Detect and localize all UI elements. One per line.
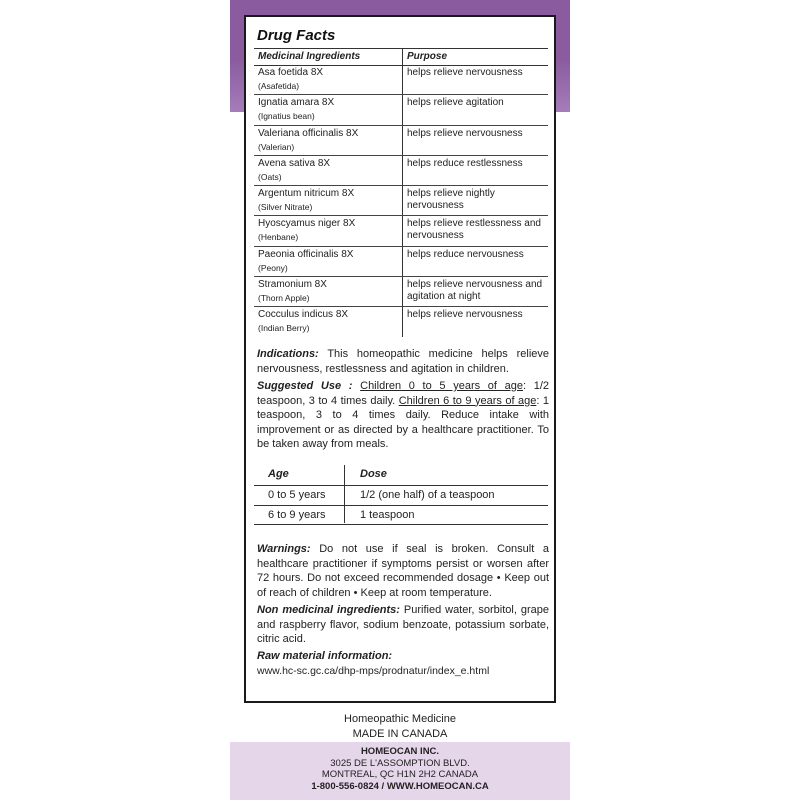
ingredient-row: [254, 186, 548, 216]
suggested-use-child-group-2: Children 6 to 9 years of age: [398, 394, 537, 407]
ingredient-common-name: (Asafetida): [258, 81, 300, 91]
dose-amount: 1 teaspoon: [360, 509, 415, 521]
ingredient-common-name: (Oats): [258, 171, 282, 182]
ingredient-name: Argentum nitricum 8X: [258, 188, 355, 200]
ingredient-name: Ignatia amara 8X: [258, 97, 335, 109]
ingredient-row: [254, 247, 548, 277]
ingredient-name: Avena sativa 8X: [258, 157, 331, 169]
ingredients-table: [254, 65, 548, 337]
ingredient-common-name: (Indian Berry): [258, 323, 310, 334]
ingredient-row: [254, 126, 548, 156]
ingredient-purpose: helps reduce restlessness: [407, 157, 523, 169]
ingredient-purpose: helps relieve restlessness and nervousness: [407, 218, 541, 242]
ingredient-name: Stramonium 8X: [258, 279, 327, 291]
non-medicinal-label: Non medicinal ingredients:: [257, 604, 400, 616]
dose-table: [254, 465, 548, 525]
warnings-label: Warnings:: [257, 543, 311, 555]
ingredient-purpose: helps relieve nervousness: [407, 309, 523, 321]
warnings-section: [257, 542, 549, 600]
address-line-1: 3025 DE L'ASSOMPTION BLVD.: [330, 757, 470, 769]
header-medicinal-ingredients: Medicinal Ingredients: [258, 51, 361, 62]
company-name: HOMEOCAN INC.: [360, 746, 440, 757]
ingredient-name: Cocculus indicus 8X: [258, 309, 349, 321]
ingredient-row: [254, 307, 548, 336]
footer-homeopathic-medicine: Homeopathic Medicine: [344, 713, 456, 725]
ingredient-common-name: (Henbane): [258, 232, 299, 243]
header-purpose: Purpose: [407, 51, 448, 62]
suggested-use-text-1: : 1/2 teaspoon, 3 to 4 times daily.: [257, 380, 550, 407]
non-medicinal-section: [257, 603, 549, 647]
ingredient-purpose: helps relieve nervousness: [407, 127, 523, 139]
dose-row: [254, 506, 548, 525]
ingredient-row: [254, 65, 548, 95]
suggested-use-label: Suggested Use :: [257, 380, 353, 392]
ingredient-purpose: helps relieve agitation: [407, 97, 504, 109]
footer-made-in-canada: MADE IN CANADA: [352, 728, 448, 740]
ingredient-row: [254, 216, 548, 246]
ingredient-name: Asa foetida 8X: [258, 67, 324, 78]
ingredient-row: [254, 156, 548, 186]
ingredient-purpose: helps reduce nervousness: [407, 248, 524, 260]
ingredient-common-name: (Peony): [258, 262, 288, 273]
dose-header-age: Age: [268, 468, 289, 480]
ingredient-purpose: helps relieve nervousness: [407, 67, 523, 78]
indications-text: This homeopathic medicine helps relieve nervousness, restlessness and agitation in children.: [257, 348, 549, 375]
dose-amount: 1/2 (one half) of a teaspoon: [360, 489, 495, 501]
dose-age: 0 to 5 years: [268, 489, 326, 501]
ingredient-purpose: helps relieve nightly nervousness: [407, 188, 495, 212]
drug-facts-box: [244, 15, 556, 703]
ingredient-row: [254, 277, 548, 307]
ingredient-common-name: (Silver Nitrate): [258, 202, 313, 213]
indications-section: [257, 347, 549, 376]
ingredient-common-name: (Valerian): [258, 141, 295, 152]
address-line-2: MONTREAL, QC H1N 2H2 CANADA: [321, 769, 479, 780]
raw-material-section: [257, 649, 549, 664]
dose-age: 6 to 9 years: [268, 509, 326, 521]
warnings-text: Do not use if seal is broken. Consult a healthcare practitioner if symptoms persist or worsen after 72 hours. Do not exceed recommended dosage • Keep out of reach of children • Keep at room temperature.: [257, 543, 549, 599]
ingredient-row: [254, 95, 548, 125]
ingredients-header: [254, 48, 548, 66]
ingredient-name: Valeriana officinalis 8X: [258, 127, 359, 139]
ingredient-purpose: helps relieve nervousness and agitation at night: [407, 279, 543, 303]
dose-row: [254, 486, 548, 506]
drug-facts-title: Drug Facts: [257, 27, 336, 44]
suggested-use-section: [257, 379, 549, 452]
raw-material-url: www.hc-sc.gc.ca/dhp-mps/prodnatur/index_e.html: [257, 665, 490, 677]
company-contact: 1-800-556-0824 / WWW.HOMEOCAN.CA: [311, 780, 489, 792]
raw-material-label: Raw material information:: [257, 650, 393, 662]
non-medicinal-text: Purified water, sorbitol, grape and raspberry flavor, sodium benzoate, potassium sorbate, citric acid.: [257, 604, 549, 645]
dose-header-dose: Dose: [360, 468, 387, 480]
indications-label: Indications:: [257, 348, 319, 360]
dose-table-divider: [254, 524, 548, 525]
dose-table-header: [254, 465, 548, 486]
suggested-use-child-group-1: Children 0 to 5 years of age: [360, 380, 523, 392]
company-address-block: [230, 746, 570, 792]
ingredient-name: Paeonia officinalis 8X: [258, 248, 354, 260]
suggested-use-text-2: : 1 teaspoon, 3 to 4 times daily. Reduce intake with improvement or as directed by a healthcare practitioner. To be taken away from meals.: [257, 394, 550, 450]
ingredient-name: Hyoscyamus niger 8X: [258, 218, 356, 230]
ingredient-common-name: (Ignatius bean): [258, 111, 315, 122]
ingredient-common-name: (Thorn Apple): [258, 293, 310, 304]
